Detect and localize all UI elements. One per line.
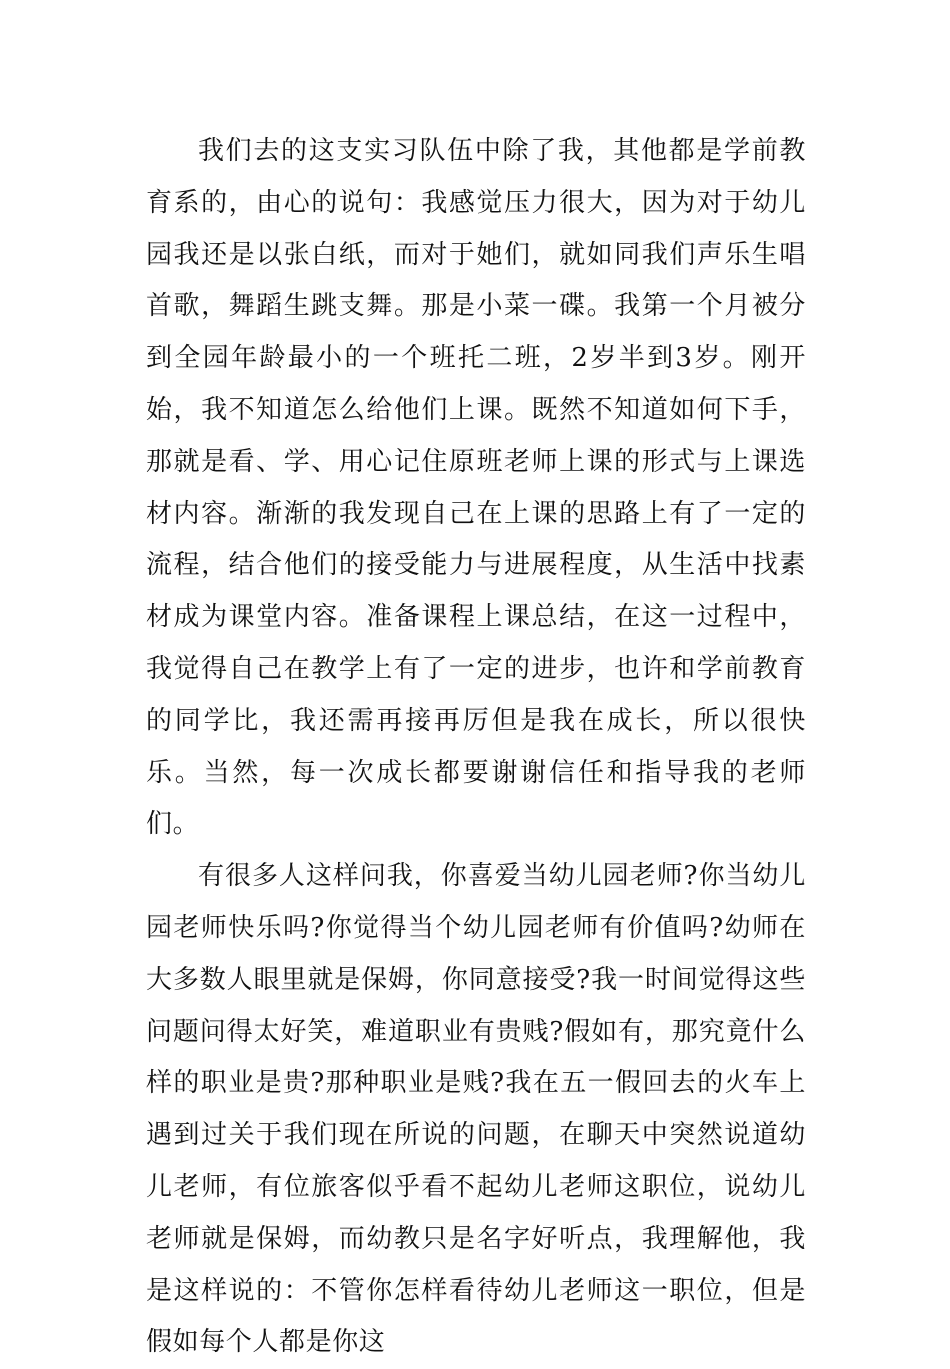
paragraph-2: 有很多人这样问我，你喜爱当幼儿园老师?你当幼儿园老师快乐吗?你觉得当个幼儿园老师有价值吗?幼师在大多数人眼里就是保姆，你同意接受?我一时间觉得这些问题问得太好笑，难道职业有贵贱?假如有，那究竟什么样的职业是贵?那种职业是贱?我在五一假回去的火车上遇到过关于我们现在所说的问题，在聊天中突然说道幼儿老师，有位旅客似乎看不起幼儿老师这职位，说幼儿老师就是保姆，而幼教只是名字好听点，我理解他，我是这样说的：不管你怎样看待幼儿老师这一职位，但是假如每个人都是你这: [146, 861, 806, 1358]
paragraph-1: 我们去的这支实习队伍中除了我，其他都是学前教育系的，由心的说句：我感觉压力很大，因为对于幼儿园我还是以张白纸，而对于她们，就如同我们声乐生唱首歌，舞蹈生跳支舞。那是小菜一碟。我第一个月被分到全园年龄最小的一个班托二班，2岁半到3岁。刚开始，我不知道怎么给他们上课。既然不知道如何下手，那就是看、学、用心记住原班老师上课的形式与上课选材内容。渐渐的我发现自己在上课的思路上有了一定的流程，结合他们的接受能力与进展程度，从生活中找素材成为课堂内容。准备课程上课总结，在这一过程中，我觉得自己在教学上有了一定的进步，也许和学前教育的同学比，我还需再接再厉但是我在成长，所以很快乐。当然，每一次成长都要谢谢信任和指导我的老师们。: [146, 136, 806, 840]
document-body: [146, 126, 806, 1369]
